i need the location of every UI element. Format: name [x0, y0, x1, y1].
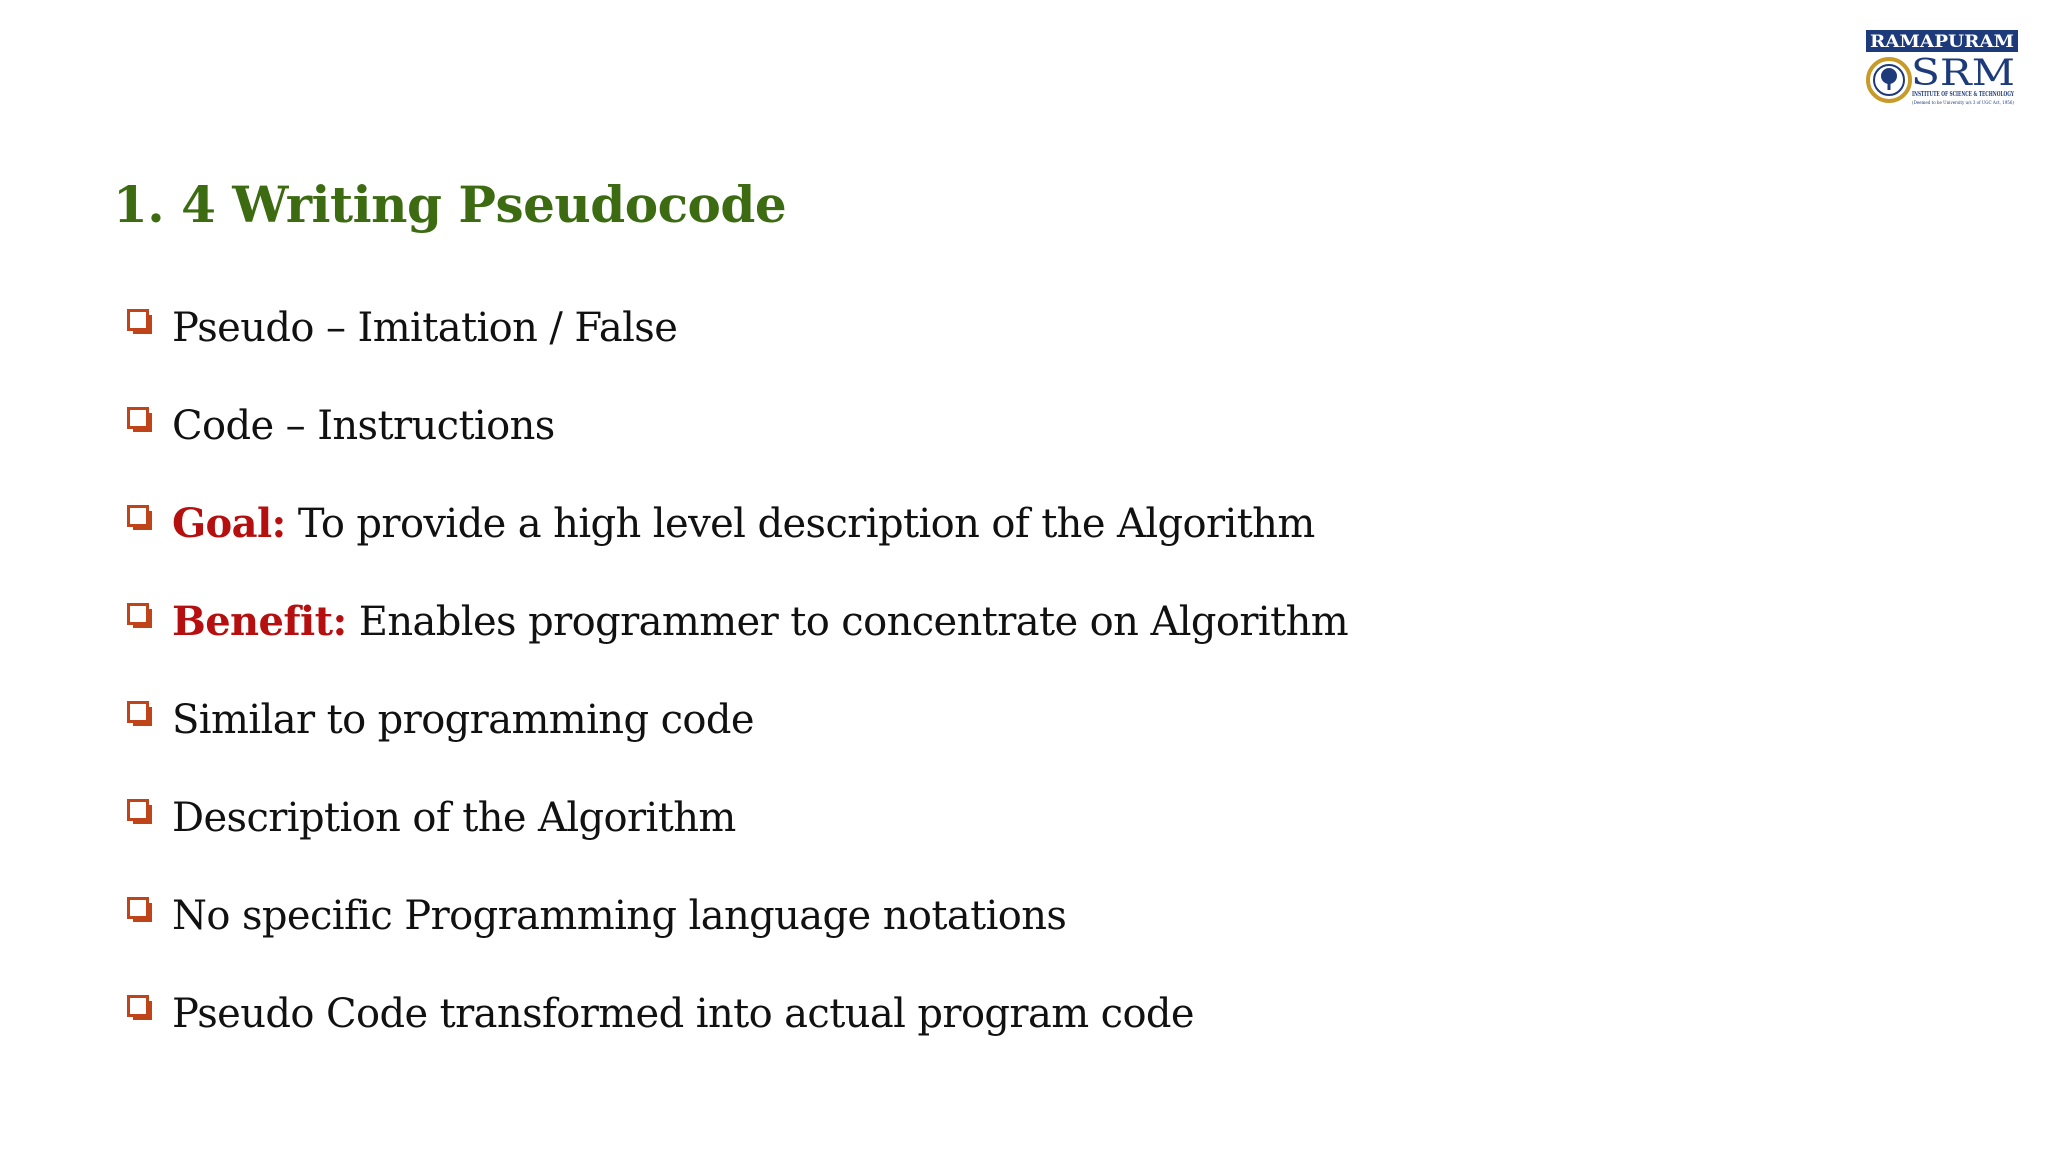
bullet-text: To provide a high level description of the Algorithm: [285, 501, 1315, 547]
checkbox-icon: [127, 995, 153, 1021]
checkbox-icon: [127, 407, 153, 433]
checkbox-box: [129, 311, 148, 330]
checkbox-box: [129, 409, 148, 428]
checkbox-box: [129, 997, 148, 1016]
checkbox-icon: [127, 799, 153, 825]
checkbox-box: [129, 507, 148, 526]
bullet-item-6: [127, 792, 1348, 890]
checkbox-icon: [127, 701, 153, 727]
checkbox-icon: [127, 897, 153, 923]
bullet-text: No specific Programming language notations: [172, 893, 1067, 939]
checkbox-icon: [127, 603, 153, 629]
bullet-item-2: [127, 400, 1348, 498]
bullet-item-3: [127, 498, 1348, 596]
checkbox-icon: [127, 505, 153, 531]
logo-tiny-text: (Deemed to be University u/s 3 of UGC Act, 1956): [1912, 101, 2027, 106]
bullet-text: Enables programmer to concentrate on Algorithm: [346, 599, 1349, 645]
checkbox-box: [129, 801, 148, 820]
slide-title: 1. 4 Writing Pseudocode: [113, 175, 787, 234]
institution-logo: [1866, 30, 2027, 110]
bullet-item-7: [127, 890, 1348, 988]
bullet-text: Description of the Algorithm: [172, 795, 736, 841]
bullet-item-8: [127, 988, 1348, 1086]
bullet-text: Pseudo Code transformed into actual program code: [172, 991, 1195, 1037]
logo-sub-text: INSTITUTE OF SCIENCE & TECHNOLOGY: [1912, 91, 2015, 98]
checkbox-box: [129, 605, 148, 624]
logo-main-text: SRM: [1911, 53, 2015, 94]
logo-top-text: RAMAPURAM: [1870, 32, 2015, 52]
bullet-text: Code – Instructions: [172, 403, 555, 449]
checkbox-box: [129, 899, 148, 918]
bullet-item-1: [127, 302, 1348, 400]
bullet-item-5: [127, 694, 1348, 792]
bullet-keyword: Benefit:: [172, 598, 347, 645]
bullet-keyword: Goal:: [172, 500, 286, 547]
bullet-text: Pseudo – Imitation / False: [172, 305, 678, 351]
checkbox-icon: [127, 309, 153, 335]
checkbox-box: [129, 703, 148, 722]
tree-emblem-icon: [1868, 59, 1910, 101]
bullet-list: [127, 302, 1348, 1086]
bullet-item-4: [127, 596, 1348, 694]
bullet-text: Similar to programming code: [172, 697, 754, 743]
